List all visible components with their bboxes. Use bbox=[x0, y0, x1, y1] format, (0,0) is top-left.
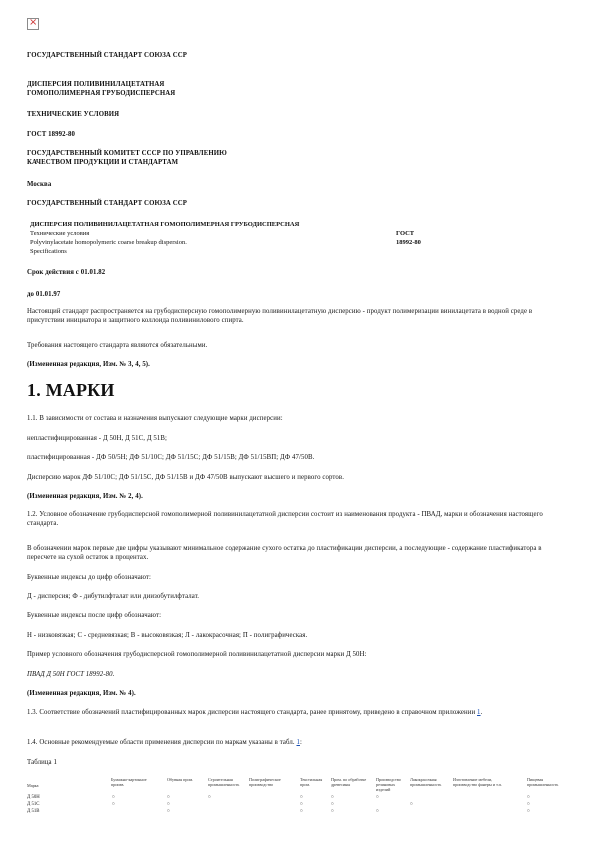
gost-number: ГОСТ 18992-80 bbox=[27, 131, 76, 138]
section-heading: 1. МАРКИ bbox=[27, 380, 115, 400]
para-1-3 bbox=[27, 708, 567, 717]
amendment-2: (Измененная редакция, Изм. № 2, 4). bbox=[27, 493, 143, 500]
para-1-2-b: В обозначении марок первые две цифры указывают минимальное содержание сухого остатка до пластификации дисперсии, а последующие - содержание пластификатора в пересчете на сухой остаток в процентах. bbox=[27, 545, 542, 561]
union-standard-heading-2: ГОСУДАРСТВЕННЫЙ СТАНДАРТ СОЮЗА ССР bbox=[27, 200, 187, 207]
intro-paragraph: Настоящий стандарт распространяется на грубодисперсную гомополимерную поливинилацетатную дисперсию - продукт полимеризации винилацетата в водной среде в присутствии инициатора и защитного коллоида поливинилового спирта. bbox=[27, 308, 533, 324]
table-header-col9: Изготовление мебели, производство фанеры и т.п. bbox=[453, 777, 502, 788]
table-mark: ○ bbox=[208, 795, 211, 800]
para-1-1-c: Дисперсию марок ДФ 51/10С; ДФ 51/15С, ДФ 51/15В и ДФ 47/50В выпускают высшего и первого сортов. bbox=[27, 474, 344, 481]
example-label: Пример условного обозначения грубодисперсной гомополимерной поливинилацетатной дисперсии марки Д 50Н: bbox=[27, 651, 367, 658]
spec-gost-label: ГОСТ bbox=[396, 230, 415, 237]
table-row-label: Д 51С bbox=[27, 802, 40, 807]
validity-to: до 01.01.97 bbox=[27, 291, 61, 298]
spec-english: Polyvinylacetate homopolymeric coarse breakup dispersion. bbox=[30, 239, 187, 246]
table-header-col2: Обувная пром. bbox=[167, 777, 194, 782]
table-1 bbox=[27, 777, 567, 822]
appendix-1-link[interactable]: 1 bbox=[477, 709, 481, 716]
table-caption: Таблица 1 bbox=[27, 759, 57, 766]
example-value: ПВАД Д 50Н ГОСТ 18992-80. bbox=[27, 671, 115, 678]
spec-specifications: Specifications bbox=[30, 248, 67, 255]
table-mark: ○ bbox=[527, 809, 530, 814]
table-mark: ○ bbox=[376, 809, 379, 814]
table-header-col10: Пищевая промышленность bbox=[527, 777, 559, 788]
para-1-4-text: 1.4. Основные рекомендуемые области применения дисперсии по маркам указаны в табл. bbox=[27, 739, 297, 746]
amendment-3: (Измененная редакция, Изм. № 4). bbox=[27, 690, 136, 697]
table-mark: ○ bbox=[112, 795, 115, 800]
para-1-2: 1.2. Условное обозначение грубодисперсной гомополимерной поливинилацетатной дисперсии состоит из наименования продукта - ПВАД, марки и обозначения настоящего стандарта. bbox=[27, 511, 543, 527]
intro-mandatory: Требования настоящего стандарта являются обязательными. bbox=[27, 342, 208, 349]
validity-from: Срок действия с 01.01.82 bbox=[27, 269, 106, 276]
table-header-col7: Производство резиновых изделий bbox=[376, 777, 401, 793]
table-header-col6: Пром. по обработке древесины bbox=[331, 777, 367, 788]
table-row-label: Д 51В bbox=[27, 809, 40, 814]
table-header-col8: Лакокрасочная промышленность bbox=[410, 777, 442, 788]
letters-before-value: Д - дисперсия; Ф - дибутилфталат или диизобутилфталат. bbox=[27, 593, 200, 600]
table-header-col3: Строительная промышленность bbox=[208, 777, 240, 788]
para-1-4-end: : bbox=[299, 739, 302, 746]
para-1-1: 1.1. В зависимости от состава и назначения выпускают следующие марки дисперсии: bbox=[27, 415, 283, 422]
union-standard-heading: ГОСУДАРСТВЕННЫЙ СТАНДАРТ СОЮЗА ССР bbox=[27, 52, 187, 59]
table-mark: ○ bbox=[167, 795, 170, 800]
table-mark: ○ bbox=[300, 802, 303, 807]
letters-after-value: Н - низковязкая; С - средневязкая; В - высоковязкая; Л - лакокрасочная; П - полиграфическая. bbox=[27, 632, 308, 639]
committee-line2: КАЧЕСТВОМ ПРОДУКЦИИ И СТАНДАРТАМ bbox=[27, 159, 179, 166]
table-mark: ○ bbox=[300, 795, 303, 800]
table-header-col1: Бумажно-картонное произв. bbox=[111, 777, 147, 788]
intro-amendment: (Измененная редакция, Изм. № 3, 4, 5). bbox=[27, 361, 150, 368]
table-mark: ○ bbox=[331, 795, 334, 800]
table-mark: ○ bbox=[410, 802, 413, 807]
table-mark: ○ bbox=[112, 802, 115, 807]
spec-tech-conditions: Технические условия bbox=[30, 230, 90, 237]
table-mark: ○ bbox=[527, 802, 530, 807]
spec-title: ДИСПЕРСИЯ ПОЛИВИНИЛАЦЕТАТНАЯ ГОМОПОЛИМЕРНАЯ ГРУБОДИСПЕРСНАЯ bbox=[30, 221, 300, 228]
para-1-3-end: . bbox=[480, 709, 483, 716]
para-1-3-text: 1.3. Соответствие обозначений пластифицированных марок дисперсии настоящего стандарта, ранее принятому, приведено в справочном приложении bbox=[27, 709, 478, 716]
doc-subtitle: ТЕХНИЧЕСКИЕ УСЛОВИЯ bbox=[27, 111, 120, 118]
committee-line1: ГОСУДАРСТВЕННЫЙ КОМИТЕТ СССР ПО УПРАВЛЕНИЮ bbox=[27, 150, 227, 157]
letters-after-label: Буквенные индексы после цифр обозначают: bbox=[27, 612, 162, 619]
table-mark: ○ bbox=[300, 809, 303, 814]
spec-gost-number: 18992-80 bbox=[396, 239, 421, 246]
para-1-4 bbox=[27, 738, 302, 747]
table-mark: ○ bbox=[376, 795, 379, 800]
doc-title-line2: ГОМОПОЛИМЕРНАЯ ГРУБОДИСПЕРСНАЯ bbox=[27, 90, 176, 97]
table-mark: ○ bbox=[527, 795, 530, 800]
table-1-link[interactable]: 1 bbox=[296, 739, 300, 746]
table-header-col5: Текстильная пром. bbox=[300, 777, 323, 788]
table-header-col4: Полиграфическое производство bbox=[249, 777, 281, 788]
table-header-mark: Марка bbox=[27, 783, 39, 788]
para-1-1-a: непластифицированная - Д 50Н, Д 51С, Д 51В; bbox=[27, 435, 168, 442]
table-mark: ○ bbox=[331, 809, 334, 814]
table-row-label: Д 50Н bbox=[27, 795, 40, 800]
table-mark: ○ bbox=[167, 802, 170, 807]
table-mark: ○ bbox=[331, 802, 334, 807]
letters-before-label: Буквенные индексы до цифр обозначают: bbox=[27, 574, 151, 581]
doc-title-line1: ДИСПЕРСИЯ ПОЛИВИНИЛАЦЕТАТНАЯ bbox=[27, 81, 165, 88]
table-mark: ○ bbox=[167, 809, 170, 814]
city: Москва bbox=[27, 181, 52, 188]
broken-image-icon bbox=[27, 18, 39, 30]
para-1-1-b: пластифицированная - ДФ 50/5Н; ДФ 51/10С; ДФ 51/15С; ДФ 51/15В; ДФ 51/15ВП; ДФ 47/50В. bbox=[27, 454, 315, 461]
